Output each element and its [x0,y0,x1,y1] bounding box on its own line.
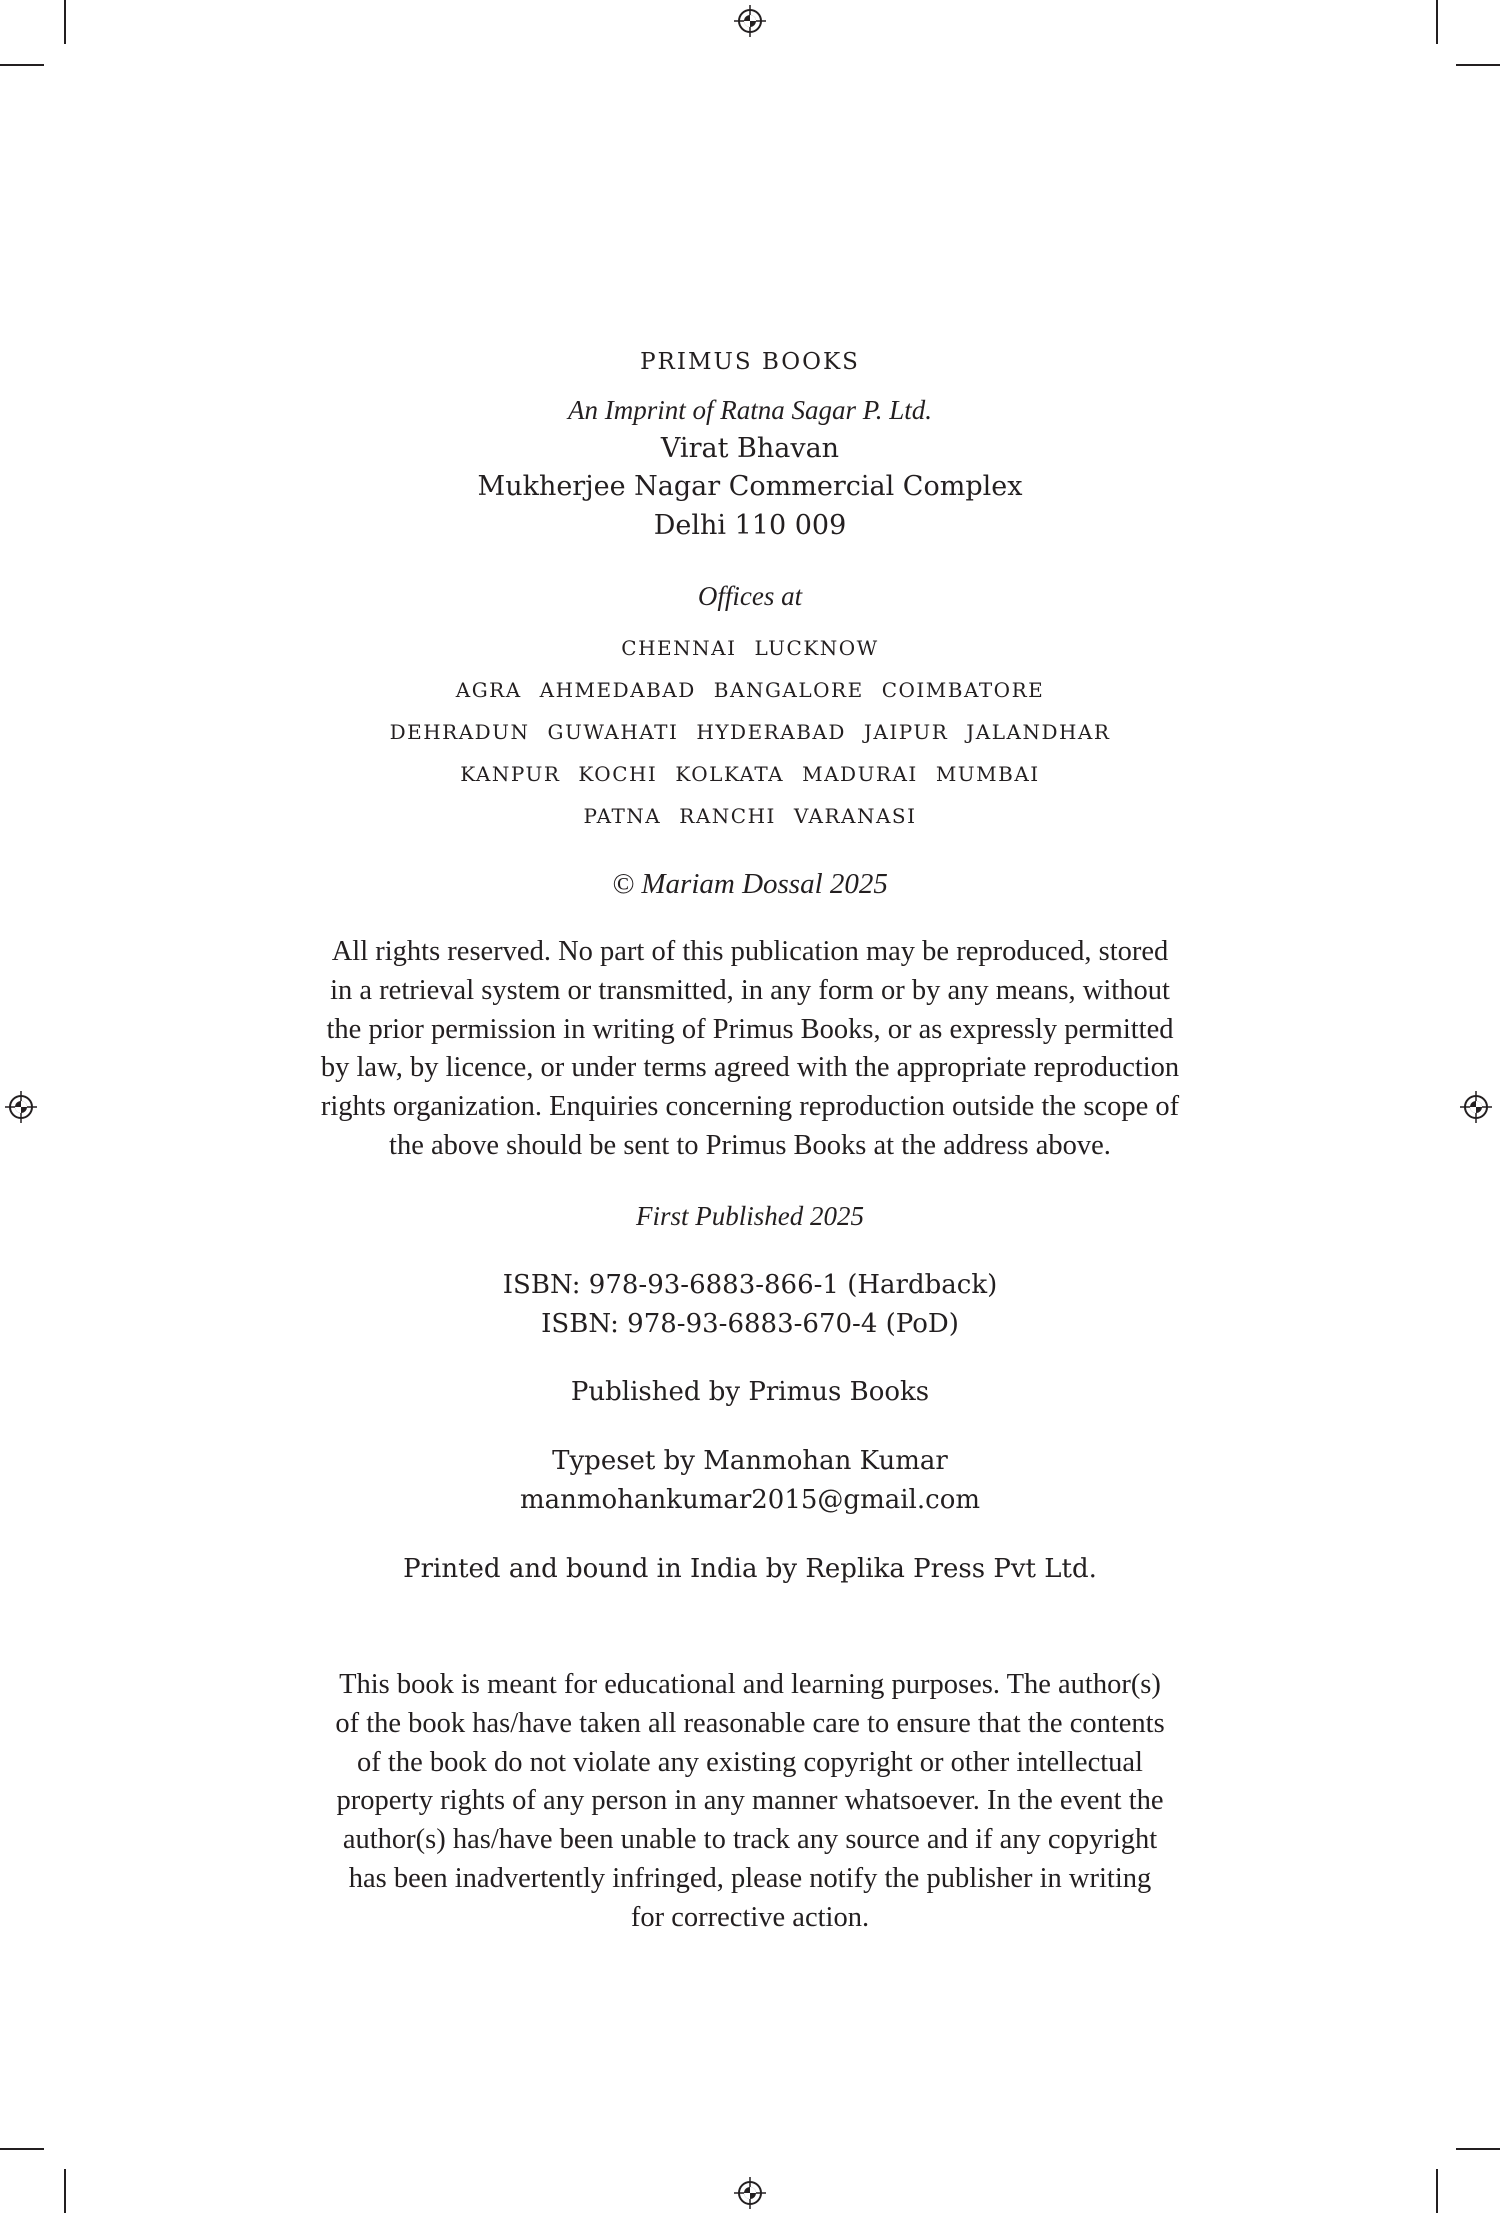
rights-notice-line: in a retrieval system or transmitted, in any form or by any means, without [330,974,1170,1006]
city-name: KANPUR [460,762,561,786]
registration-mark-icon [734,2177,766,2209]
offices-row [0,753,1500,795]
city-name: PATNA [583,804,662,828]
crop-mark-top-left-horizontal [0,64,44,66]
offices-heading [0,577,1500,615]
offices-row [0,669,1500,711]
registration-mark-icon [734,5,766,37]
address-line: Delhi 110 009 [653,509,847,541]
printed-by-text: Printed and bound in India by Replika Press Pvt Ltd. [403,1554,1097,1584]
city-name: GUWAHATI [547,720,679,744]
disclaimer-line: property rights of any person in any manner whatsoever. In the event the [336,1785,1164,1817]
city-name: LUCKNOW [754,636,879,660]
city-name: CHENNAI [621,636,737,660]
crop-mark-bottom-right-vertical [1436,2169,1438,2213]
disclaimer-line: of the book has/have taken all reasonable care to ensure that the contents [335,1707,1165,1739]
city-name: MADURAI [802,762,918,786]
first-published [0,1197,1500,1235]
city-name: AGRA [455,678,522,702]
isbn-line: ISBN: 978-93-6883-670-4 (PoD) [541,1308,959,1339]
address-line: Virat Bhavan [660,432,840,464]
rights-notice-line: by law, by licence, or under terms agreed with the appropriate reproduction [320,1052,1180,1084]
crop-mark-bottom-left-horizontal [0,2148,44,2150]
publisher-name [0,344,1500,380]
city-name: JAIPUR [863,720,949,744]
crop-mark-bottom-left-vertical [64,2169,66,2213]
rights-notice-line: the prior permission in writing of Primus Books, or as expressly permitted [326,1013,1174,1045]
crop-mark-top-right-horizontal [1456,64,1500,66]
crop-mark-top-right-vertical [1436,0,1438,44]
city-name: MUMBAI [935,762,1040,786]
city-name: AHMEDABAD [539,678,696,702]
city-name: VARANASI [793,804,917,828]
published-by [0,1373,1500,1412]
isbn-block [0,1266,1500,1343]
typeset-line: Typeset by Manmohan Kumar [552,1446,948,1476]
crop-mark-top-left-vertical [64,0,66,44]
rights-notice-line: rights organization. Enquiries concerning reproduction outside the scope of [320,1091,1180,1123]
city-name: HYDERABAD [696,720,846,744]
city-name: JALANDHAR [966,720,1111,744]
disclaimer-line: for corrective action. [630,1901,870,1933]
city-name: KOCHI [578,762,658,786]
city-name: BANGALORE [713,678,864,702]
printed-by [0,1550,1500,1589]
publisher-imprint: An Imprint of Ratna Sagar P. Ltd. [567,395,933,425]
offices-heading-text: Offices at [697,581,803,611]
first-published-text: First Published 2025 [636,1201,864,1231]
disclaimer-line: has been inadvertently infringed, please notify the publisher in writing [348,1862,1152,1894]
publisher-address-block [0,391,1500,545]
disclaimer-line: author(s) has/have been unable to track any source and if any copyright [342,1824,1158,1856]
copyright-text: © Mariam Dossal 2025 [612,868,888,900]
typeset-email: manmohankumar2015@gmail.com [519,1484,980,1515]
publisher-name-text: PRIMUS BOOKS [640,349,860,375]
city-name: RANCHI [679,804,776,828]
rights-notice-line: the above should be sent to Primus Books at the address above. [389,1129,1111,1161]
city-name: DEHRADUN [389,720,530,744]
offices-list [0,627,1500,837]
disclaimer [0,1666,1500,1938]
isbn-line: ISBN: 978-93-6883-866-1 (Hardback) [502,1270,998,1300]
offices-row [0,711,1500,753]
copyright-notice [0,864,1500,904]
disclaimer-line: of the book do not violate any existing copyright or other intellectual [357,1746,1143,1778]
rights-notice [0,933,1500,1166]
published-by-text: Published by Primus Books [570,1377,930,1407]
offices-row [0,627,1500,669]
city-name: KOLKATA [675,762,785,786]
address-line: Mukherjee Nagar Commercial Complex [477,471,1023,502]
typeset-block [0,1442,1500,1519]
crop-mark-bottom-right-horizontal [1456,2148,1500,2150]
city-name: COIMBATORE [881,678,1045,702]
offices-row [0,795,1500,837]
rights-notice-line: All rights reserved. No part of this publication may be reproduced, stored [331,936,1169,967]
disclaimer-line: This book is meant for educational and learning purposes. The author(s) [339,1669,1161,1700]
